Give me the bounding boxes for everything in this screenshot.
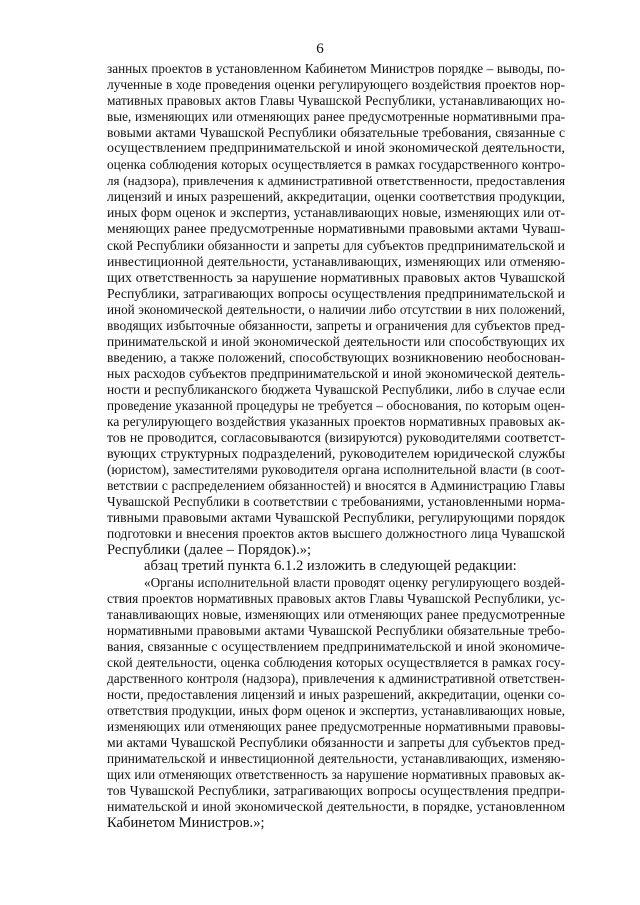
text-line: Республики, затрагивающих вопросы осуществления предпринимательской и	[107, 285, 565, 301]
text-line: танавливающих новые, изменяющих или отменяющих ранее предусмотренные	[107, 606, 565, 622]
text-line: дарственного контроля (надзора), привлечения к административной ответствен-	[107, 670, 565, 686]
text-line: оценка соблюдения которых осуществляется в рамках государственного контро-	[107, 157, 565, 173]
text-line: ных расходов субъектов предпринимательской и иной экономической деятель-	[107, 365, 565, 381]
text-line: ской Республики обязанности и запреты для субъектов предпринимательской и	[107, 237, 565, 253]
text-line: щих ответственность за нарушение нормативных правовых актов Чувашской	[107, 269, 565, 285]
text-line: подготовки и внесения проектов актов высшего должностного лица Чувашской	[107, 526, 565, 542]
text-line: вания, связанные с осуществлением предпринимательской и иной экономиче-	[107, 638, 565, 654]
text-line: ности, предоставления лицензий и иных разрешений, аккредитации, оценки со-	[107, 686, 565, 702]
text-line: ответствия продукции, иных форм оценок и экспертиз, устанавливающих новые,	[107, 702, 565, 718]
page-number: 6	[316, 41, 324, 57]
text-line: мативных правовых актов Главы Чувашской Республики, устанавливающих но-	[107, 93, 565, 109]
paragraph-first-line: абзац третий пункта 6.1.2 изложить в следующей редакции:	[144, 558, 517, 575]
text-line: ля (надзора), привлечения к административной ответственности, предоставления	[107, 173, 565, 189]
text-line: вые, изменяющих или отменяющих ранее предусмотренные нормативными пра-	[107, 109, 565, 125]
text-line: изменяющих или отменяющих ранее предусмотренные нормативными правовы-	[107, 718, 565, 734]
text-line: ка регулирующего воздействия указанных проектов нормативных правовых ак-	[107, 414, 565, 430]
text-line: вовыми актами Чувашской Республики обязательные требования, связанные с	[107, 125, 565, 141]
text-line: занных проектов в установленном Кабинетом Министров порядке – выводы, по-	[107, 61, 565, 76]
text-line: лученные в ходе проведения оценки регулирующего воздействия проектов нор-	[107, 77, 565, 93]
text-line: вводящих избыточные обязанности, запреты и ограничения для субъектов пред-	[107, 317, 565, 333]
text-line: ветствии с распределением обязанностей) и вносятся в Администрацию Главы	[107, 478, 565, 494]
text-line: введению, а также положений, способствующих возникновению необоснован-	[107, 349, 565, 365]
text-line: Кабинетом Министров.»;	[107, 815, 265, 832]
text-line: иных форм оценок и экспертиз, устанавливающих новые, изменяющих или от-	[107, 205, 565, 221]
text-line: нимательской и иной экономической деятельности, в порядке, установленном	[107, 799, 565, 815]
text-line: тов Чувашской Республики, затрагивающих вопросы осуществления предпри-	[107, 783, 565, 799]
text-line: (юристом), заместителями руководителя органа исполнительной власти (в соот-	[107, 462, 565, 478]
text-line: ми актами Чувашской Республики обязанности и запреты для субъектов пред-	[107, 734, 565, 750]
text-line: ской деятельности, оценка соблюдения которых осуществляется в рамках госу-	[107, 654, 565, 670]
text-line: вующих структурных подразделений, руководителем юридической службы	[107, 446, 565, 463]
text-line: инвестиционной деятельности, устанавливающих, изменяющих или отменяю-	[107, 253, 565, 269]
text-line: иной экономической деятельности, о наличии либо отсутствии в них положений,	[107, 301, 565, 317]
text-line: ности и республиканского бюджета Чувашской Республики, либо в случае если	[107, 381, 565, 397]
text-line: принимательской и иной экономической деятельности или способствующих их	[107, 333, 565, 349]
text-line: Республики (далее – Порядок).»;	[107, 542, 312, 559]
document-body	[107, 61, 565, 831]
paragraph-first-line: «Органы исполнительной власти проводят оценку регулирующего воздей-	[144, 574, 565, 590]
text-line: принимательской и инвестиционной деятельности, устанавливающих, изменяю-	[107, 751, 565, 767]
text-line: тивными правовыми актами Чувашской Республики, регулирующими порядок	[107, 510, 565, 526]
text-line: меняющих ранее предусмотренные нормативными правовыми актами Чуваш-	[107, 221, 565, 237]
text-line: щих или отменяющих ответственность за нарушение нормативных правовых ак-	[107, 767, 565, 783]
text-line: Чувашской Республики в соответствии с требованиями, установленными норма-	[107, 494, 565, 510]
text-line: тов не проводится, согласовываются (визируются) руководителями соответст-	[107, 430, 565, 446]
text-line: нормативными правовыми актами Чувашской Республики обязательные требо-	[107, 622, 565, 638]
text-line: осуществлением предпринимательской и иной экономической деятельности,	[107, 141, 565, 157]
text-line: лицензий и иных разрешений, аккредитации, оценки соответствия продукции,	[107, 189, 565, 205]
text-line: ствия проектов нормативных правовых актов Главы Чувашской Республики, ус-	[107, 590, 565, 606]
text-line: проведение указанной процедуры не требуется – обоснования, по которым оцен-	[107, 397, 565, 413]
